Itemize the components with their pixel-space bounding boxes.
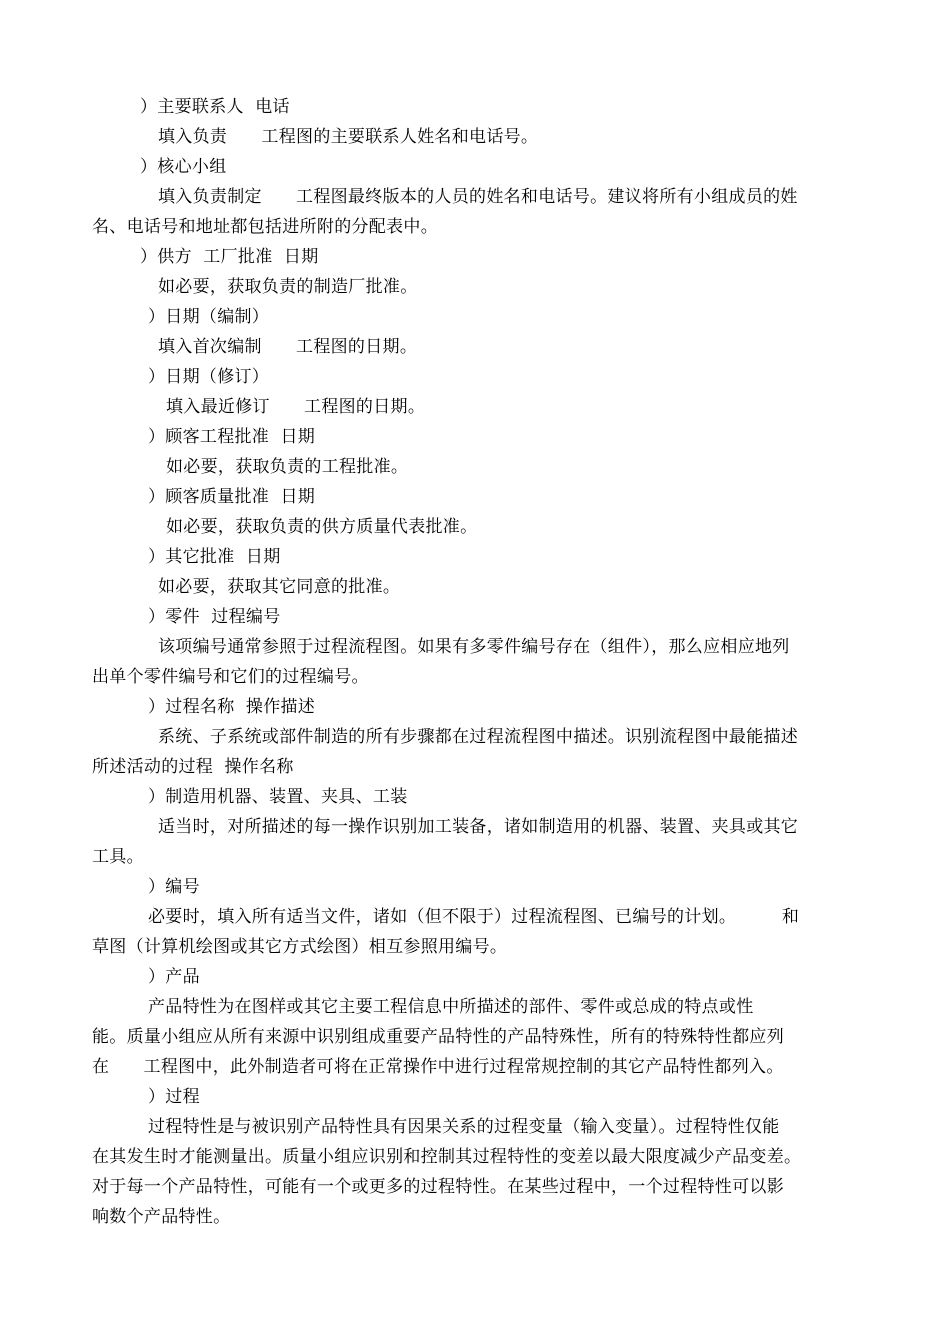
para-process-name-2: 所述活动的过程 操作名称 <box>92 757 294 777</box>
heading-product: ）产品 <box>148 967 200 987</box>
para-process-name-1: 系统、子系统或部件制造的所有步骤都在过程流程图中描述。识别流程图中最能描述 <box>158 727 799 747</box>
heading-date-original: ）日期（编制） <box>148 307 270 327</box>
para-process-3: 对于每一个产品特性，可能有一个或更多的过程特性。在某些过程中，一个过程特性可以影 <box>92 1177 784 1197</box>
heading-other-approval: ）其它批准 日期 <box>148 547 281 567</box>
para-machine-tools-2: 工具。 <box>92 847 144 867</box>
heading-process: ）过程 <box>148 1087 200 1107</box>
heading-date-revision: ）日期（修订） <box>148 367 270 387</box>
para-supplier-approval: 如必要，获取负责的制造厂批准。 <box>158 277 418 297</box>
para-product-2: 能。质量小组应从所有来源中识别组成重要产品特性的产品特殊性，所有的特殊特性都应列 <box>92 1027 784 1047</box>
para-other-approval: 如必要，获取其它同意的批准。 <box>158 577 401 597</box>
heading-process-name: ）过程名称 操作描述 <box>148 697 316 717</box>
para-date-original: 填入首次编制 工程图的日期。 <box>158 337 418 357</box>
heading-core-team: ）核心小组 <box>140 157 227 177</box>
para-product-1: 产品特性为在图样或其它主要工程信息中所描述的部件、零件或总成的特点或性 <box>148 997 754 1017</box>
para-main-contact: 填入负责 工程图的主要联系人姓名和电话号。 <box>158 127 539 147</box>
para-process-2: 在其发生时才能测量出。质量小组应识别和控制其过程特性的变差以最大限度减少产品变差。 <box>92 1147 802 1167</box>
heading-main-contact: ）主要联系人 电话 <box>140 97 290 117</box>
para-process-1: 过程特性是与被识别产品特性具有因果关系的过程变量（输入变量）。过程特性仅能 <box>148 1117 780 1137</box>
para-part-process-number-1: 该项编号通常参照于过程流程图。如果有多零件编号存在（组件），那么应相应地列 <box>158 637 790 657</box>
para-core-team-1: 填入负责制定 工程图最终版本的人员的姓名和电话号。建议将所有小组成员的姓 <box>158 187 798 207</box>
heading-part-process-number: ）零件 过程编号 <box>148 607 281 627</box>
heading-supplier-approval: ）供方 工厂批准 日期 <box>140 247 319 267</box>
heading-customer-quality: ）顾客质量批准 日期 <box>148 487 316 507</box>
para-date-revision: 填入最近修订 工程图的日期。 <box>166 397 426 417</box>
para-machine-tools-1: 适当时，对所描述的每一操作识别加工装备，诸如制造用的机器、装置、夹具或其它 <box>158 817 799 837</box>
para-product-3: 在 工程图中，此外制造者可将在正常操作中进行过程常规控制的其它产品特性都列入。 <box>92 1057 784 1077</box>
para-number-1: 必要时，填入所有适当文件，诸如（但不限于）过程流程图、已编号的计划。 和 <box>148 907 800 927</box>
heading-customer-engineering: ）顾客工程批准 日期 <box>148 427 316 447</box>
para-process-4: 响数个产品特性。 <box>92 1207 231 1227</box>
para-part-process-number-2: 出单个零件编号和它们的过程编号。 <box>92 667 369 687</box>
heading-machine-tools: ）制造用机器、装置、夹具、工装 <box>148 787 408 807</box>
para-number-2: 草图（计算机绘图或其它方式绘图）相互参照用编号。 <box>92 937 508 957</box>
para-core-team-2: 名、电话号和地址都包括进所附的分配表中。 <box>92 217 438 237</box>
heading-number: ）编号 <box>148 877 200 897</box>
para-customer-engineering: 如必要，获取负责的工程批准。 <box>166 457 409 477</box>
para-customer-quality: 如必要，获取负责的供方质量代表批准。 <box>166 517 478 537</box>
